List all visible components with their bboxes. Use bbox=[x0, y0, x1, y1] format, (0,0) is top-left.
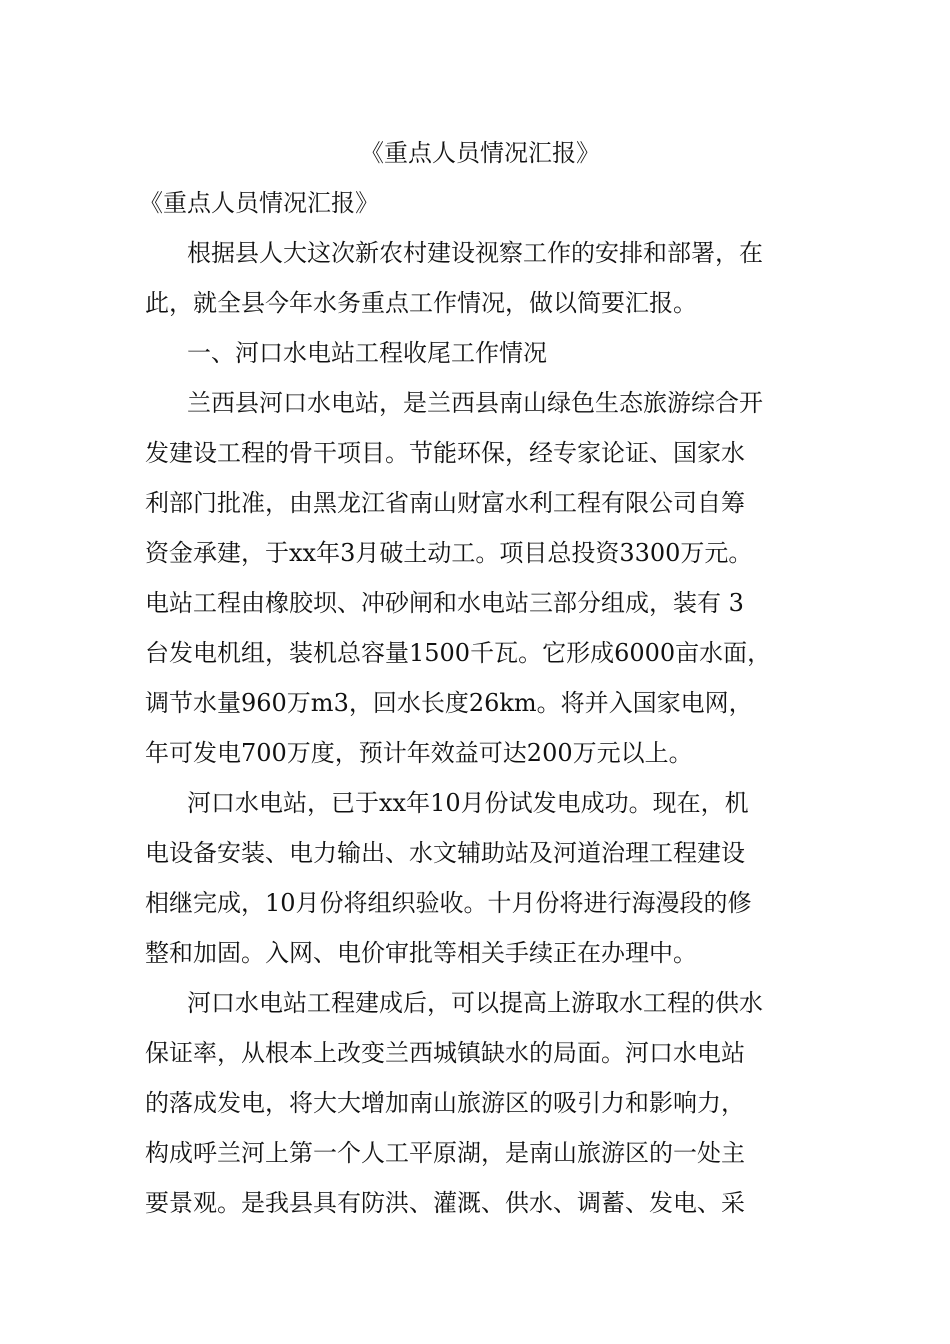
paragraph-line: 年可发电700万度，预计年效益可达200万元以上。 bbox=[145, 739, 693, 767]
paragraph-line: 河口水电站工程建成后，可以提高上游取水工程的供水 bbox=[187, 989, 763, 1017]
paragraph-benefits bbox=[145, 978, 815, 1228]
paragraph-line: 电设备安装、电力输出、水文辅助站及河道治理工程建设 bbox=[145, 839, 745, 867]
paragraph-line: 要景观。是我县具有防洪、灌溉、供水、调蓄、发电、采 bbox=[145, 1189, 745, 1217]
paragraph-project bbox=[145, 378, 815, 778]
paragraph-line: 发建设工程的骨干项目。节能环保，经专家论证、国家水 bbox=[145, 439, 745, 467]
document-subtitle: 《重点人员情况汇报》 bbox=[139, 189, 379, 217]
paragraph-line: 资金承建，于xx年3月破土动工。项目总投资3300万元。 bbox=[145, 539, 753, 567]
document-page bbox=[139, 128, 815, 1228]
paragraph-line: 根据县人大这次新农村建设视察工作的安排和部署，在 bbox=[187, 239, 763, 267]
paragraph-line: 构成呼兰河上第一个人工平原湖，是南山旅游区的一处主 bbox=[145, 1139, 745, 1167]
paragraph-line: 保证率，从根本上改变兰西城镇缺水的局面。河口水电站 bbox=[145, 1039, 745, 1067]
paragraph-progress bbox=[145, 778, 815, 978]
paragraph-line: 相继完成，10月份将组织验收。十月份将进行海漫段的修 bbox=[145, 889, 752, 917]
paragraph-line: 调节水量960万m3，回水长度26km。将并入国家电网， bbox=[145, 689, 753, 717]
paragraph-line: 河口水电站，已于xx年10月份试发电成功。现在，机 bbox=[187, 789, 749, 817]
paragraph-line: 此，就全县今年水务重点工作情况，做以简要汇报。 bbox=[145, 289, 697, 317]
paragraph-line: 电站工程由橡胶坝、冲砂闸和水电站三部分组成，装有 3 bbox=[145, 589, 744, 617]
paragraph-line: 利部门批准，由黑龙江省南山财富水利工程有限公司自筹 bbox=[145, 489, 745, 517]
section-heading-text: 一、河口水电站工程收尾工作情况 bbox=[187, 339, 547, 367]
paragraph-line: 整和加固。入网、电价审批等相关手续正在办理中。 bbox=[145, 939, 697, 967]
document-title: 《重点人员情况汇报》 bbox=[360, 139, 600, 167]
section-heading bbox=[145, 328, 815, 378]
paragraph-line: 台发电机组，装机总容量1500千瓦。它形成6000亩水面， bbox=[145, 639, 772, 667]
paragraph-line: 的落成发电，将大大增加南山旅游区的吸引力和影响力， bbox=[145, 1089, 745, 1117]
paragraph-line: 兰西县河口水电站，是兰西县南山绿色生态旅游综合开 bbox=[187, 389, 763, 417]
paragraph-intro bbox=[145, 228, 815, 328]
